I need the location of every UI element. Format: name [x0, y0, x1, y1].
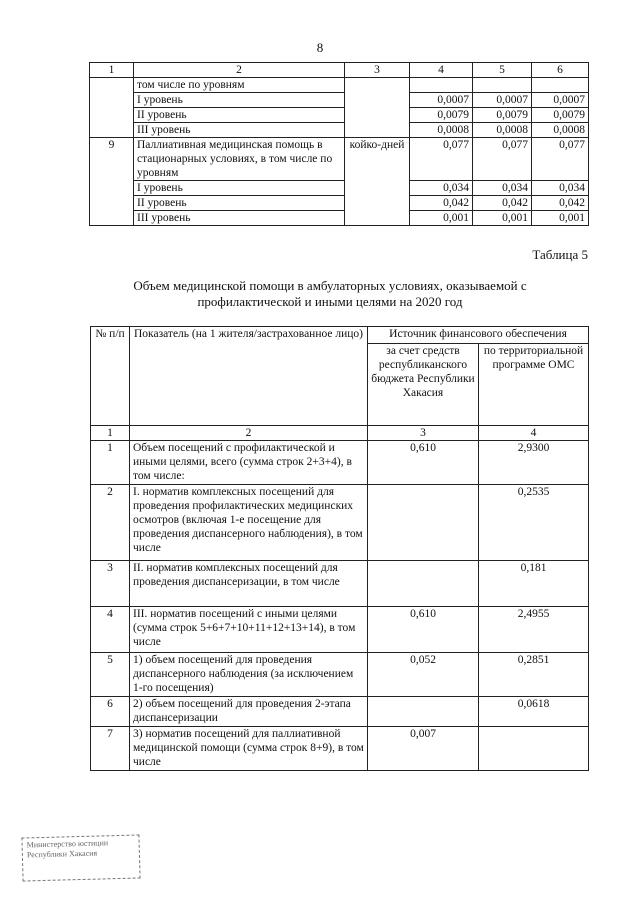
value-col-4: 0,0079	[410, 108, 473, 123]
value-col-4: 0,0008	[410, 123, 473, 138]
row-number: 9	[90, 138, 134, 181]
table-row	[90, 93, 589, 108]
col-5-header: 5	[473, 63, 532, 78]
col-number: 3	[368, 426, 479, 441]
value-oms: 0,181	[479, 561, 589, 607]
value-budget: 0,007	[368, 727, 479, 771]
table-row	[91, 441, 589, 485]
value-col-4	[410, 78, 473, 93]
value-col-4: 0,034	[410, 181, 473, 196]
header-oms-program: по территориальной программе ОМС	[479, 344, 589, 426]
value-budget: 0,610	[368, 607, 479, 653]
value-oms: 2,9300	[479, 441, 589, 485]
col-3-header: 3	[345, 63, 410, 78]
row-number	[90, 196, 134, 211]
value-col-4: 0,001	[410, 211, 473, 226]
col-number: 1	[91, 426, 130, 441]
header-source: Источник финансового обеспечения	[368, 327, 589, 344]
value-col-6: 0,0079	[532, 108, 589, 123]
value-col-5	[473, 78, 532, 93]
row-number	[90, 93, 134, 108]
row-number	[90, 211, 134, 226]
row-text: 2) объем посещений для проведения 2-этапа диспансеризации	[130, 697, 368, 727]
row-number: 7	[91, 727, 130, 771]
value-oms: 0,0618	[479, 697, 589, 727]
row-label: III уровень	[134, 211, 345, 226]
value-oms: 0,2851	[479, 653, 589, 697]
value-col-6: 0,034	[532, 181, 589, 196]
value-oms	[479, 727, 589, 771]
value-col-6	[532, 78, 589, 93]
value-col-4: 0,042	[410, 196, 473, 211]
value-col-4: 0,0007	[410, 93, 473, 108]
registration-stamp: Министерство юстиции Республики Хакасия	[21, 834, 140, 881]
value-oms: 2,4955	[479, 607, 589, 653]
row-unit	[345, 78, 410, 93]
row-label: III уровень	[134, 123, 345, 138]
row-unit: койко-дней	[345, 138, 410, 181]
value-col-6: 0,001	[532, 211, 589, 226]
row-label: том числе по уровням	[134, 78, 345, 93]
row-label: I уровень	[134, 181, 345, 196]
table-row	[91, 607, 589, 653]
row-number	[90, 108, 134, 123]
value-col-5: 0,0008	[473, 123, 532, 138]
value-budget: 0,052	[368, 653, 479, 697]
page-number: 8	[316, 40, 324, 55]
row-unit	[345, 93, 410, 108]
row-number: 4	[91, 607, 130, 653]
row-label: I уровень	[134, 93, 345, 108]
value-budget	[368, 697, 479, 727]
row-text: 1) объем посещений для проведения диспансерного наблюдения (за исключением 1-го посещения)	[130, 653, 368, 697]
table-row	[90, 211, 589, 226]
table-header-row	[91, 327, 589, 344]
row-unit	[345, 196, 410, 211]
value-oms: 0,2535	[479, 485, 589, 561]
row-label: II уровень	[134, 196, 345, 211]
col-number: 4	[479, 426, 589, 441]
table-row	[90, 123, 589, 138]
header-indicator: Показатель (на 1 жителя/застрахованное лицо)	[130, 327, 368, 426]
value-col-5: 0,001	[473, 211, 532, 226]
value-col-5: 0,077	[473, 138, 532, 181]
row-text: Объем посещений с профилактической и иными целями, всего (сумма строк 2+3+4), в том числе:	[130, 441, 368, 485]
col-6-header: 6	[532, 63, 589, 78]
row-label: II уровень	[134, 108, 345, 123]
column-numbers-row	[91, 426, 589, 441]
table-row	[90, 181, 589, 196]
table-row	[91, 561, 589, 607]
row-number	[90, 78, 134, 93]
table-header-row	[90, 63, 589, 78]
row-label: Паллиативная медицинская помощь в стационарных условиях, в том числе по уровням	[134, 138, 345, 181]
table-row	[90, 138, 589, 181]
table-caption: Таблица 5	[532, 247, 588, 262]
value-col-6: 0,077	[532, 138, 589, 181]
value-col-5: 0,0007	[473, 93, 532, 108]
table-row	[90, 108, 589, 123]
row-unit	[345, 181, 410, 196]
row-text: I. норматив комплексных посещений для проведения профилактических медицинских осмотров (включая 1-е посещение для проведения диспансерного наблюдения), в том числе	[130, 485, 368, 561]
value-budget	[368, 561, 479, 607]
row-number	[90, 123, 134, 138]
table-row	[91, 697, 589, 727]
row-number: 1	[91, 441, 130, 485]
row-unit	[345, 108, 410, 123]
table-4-continuation	[89, 62, 589, 226]
value-budget	[368, 485, 479, 561]
value-col-5: 0,034	[473, 181, 532, 196]
col-number: 2	[130, 426, 368, 441]
row-number	[90, 181, 134, 196]
row-number: 2	[91, 485, 130, 561]
value-col-6: 0,042	[532, 196, 589, 211]
row-unit	[345, 211, 410, 226]
table-row	[91, 727, 589, 771]
table-row	[91, 653, 589, 697]
table-row	[91, 485, 589, 561]
table-row	[90, 78, 589, 93]
col-1-header: 1	[90, 63, 134, 78]
col-2-header: 2	[134, 63, 345, 78]
row-text: 3) норматив посещений для паллиативной медицинской помощи (сумма строк 8+9), в том числе	[130, 727, 368, 771]
row-text: III. норматив посещений с иными целями (сумма строк 5+6+7+10+11+12+13+14), в том числе	[130, 607, 368, 653]
table-row	[90, 196, 589, 211]
value-col-6: 0,0007	[532, 93, 589, 108]
row-unit	[345, 123, 410, 138]
col-4-header: 4	[410, 63, 473, 78]
value-col-4: 0,077	[410, 138, 473, 181]
value-budget: 0,610	[368, 441, 479, 485]
row-text: II. норматив комплексных посещений для проведения диспансеризации, в том числе	[130, 561, 368, 607]
value-col-6: 0,0008	[532, 123, 589, 138]
row-number: 5	[91, 653, 130, 697]
header-republican-budget: за счет средств республиканского бюджета Республики Хакасия	[368, 344, 479, 426]
value-col-5: 0,042	[473, 196, 532, 211]
header-number: № п/п	[91, 327, 130, 426]
row-number: 6	[91, 697, 130, 727]
row-number: 3	[91, 561, 130, 607]
table-title: Объем медицинской помощи в амбулаторных условиях, оказываемой с профилактической и иными целями на 2020 год	[133, 278, 527, 309]
table-5	[90, 326, 589, 771]
value-col-5: 0,0079	[473, 108, 532, 123]
